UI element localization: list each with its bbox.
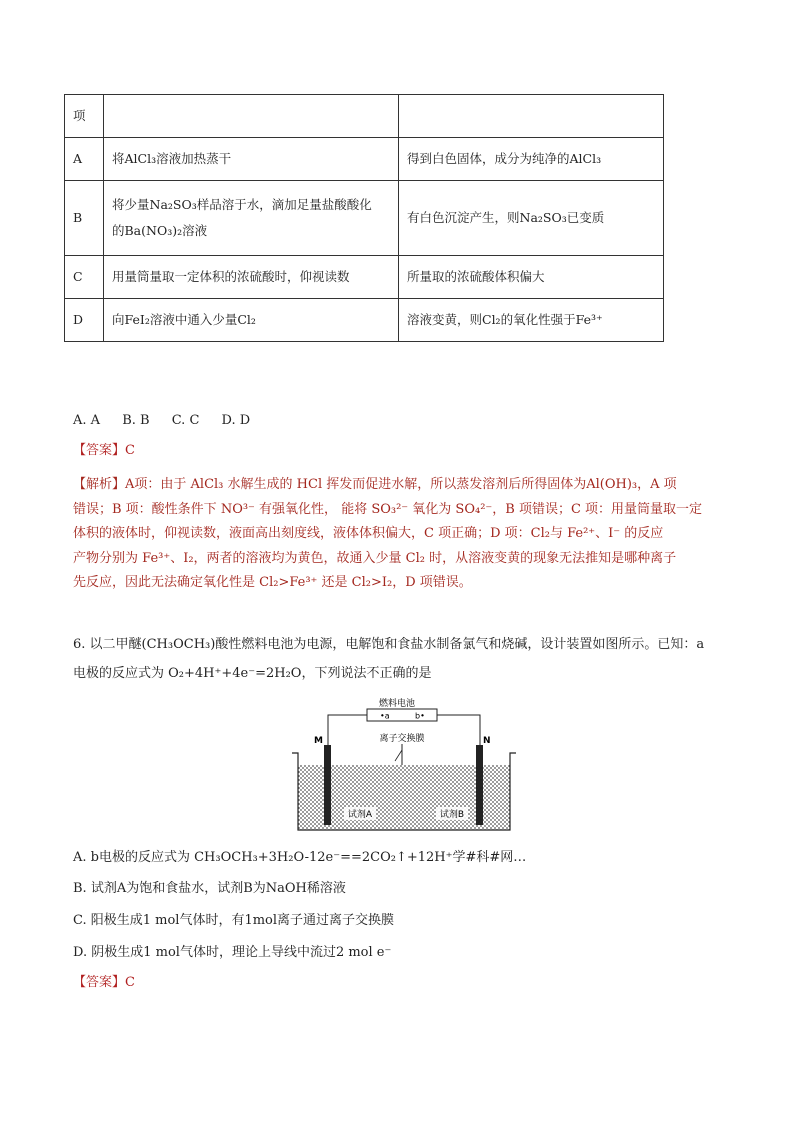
analysis-line xyxy=(73,473,723,498)
answer-value: C xyxy=(125,975,135,990)
terminal-a-label: a xyxy=(384,711,390,721)
battery-terminal-b: b• xyxy=(415,711,425,721)
analysis-text: A项：由于 AlCl₃ 水解生成的 HCl 挥发而促进水解，所以蒸发溶剂后所得固体为Al(OH)₃，A 项 xyxy=(125,477,677,492)
row-result: 得到白色固体，成分为纯净的AlCl₃ xyxy=(399,138,664,181)
electrode-n xyxy=(476,745,483,825)
q6-option-d[interactable]: D. 阴极生成1 mol气体时，理论上导线中流过2 mol e⁻ xyxy=(73,945,392,960)
row-result: 有白色沉淀产生，则Na₂SO₃已变质 xyxy=(399,181,664,256)
q6-option-a[interactable]: A. b电极的反应式为 CH₃OCH₃+3H₂O-12e⁻==2CO₂↑+12H⁺学#科#网… xyxy=(73,850,527,865)
q6-stem-line: 电极的反应式为 O₂+4H⁺+4e⁻=2H₂O，下列说法不正确的是 xyxy=(73,666,432,681)
analysis-line: 先反应，因此无法确定氧化性是 Cl₂>Fe³⁺ 还是 Cl₂>I₂，D 项错误。 xyxy=(73,575,472,591)
row-label: C xyxy=(65,256,104,299)
electrode-n-label: N xyxy=(483,736,491,746)
row-operation-line: 将少量Na₂SO₃样品溶于水，滴加足量盐酸酸化 xyxy=(112,197,372,212)
q6-option-b[interactable]: B. 试剂A为饱和食盐水，试剂B为NaOH稀溶液 xyxy=(73,881,346,896)
answer-value: C xyxy=(125,443,135,458)
terminal-b-label: b xyxy=(415,711,421,721)
electrode-m-label: M xyxy=(314,736,323,746)
row-operation: 向FeI₂溶液中通入少量Cl₂ xyxy=(104,299,399,342)
table-header-cell xyxy=(104,95,399,138)
analysis-line: 体积的液体时，仰视读数，液面高出刻度线，液体体积偏大，C 项正确；D 项：Cl₂与 Fe²⁺、I⁻ 的反应 xyxy=(73,526,664,542)
choice-b[interactable]: B. B xyxy=(122,413,150,428)
table-header-cell: 项 xyxy=(65,95,104,138)
row-result: 溶液变黄，则Cl₂的氧化性强于Fe³⁺ xyxy=(399,299,664,342)
q6-answer xyxy=(73,974,135,992)
choice-c[interactable]: C. C xyxy=(171,413,200,428)
q5-answer xyxy=(73,442,135,460)
table-row xyxy=(65,299,664,342)
wire-right xyxy=(437,715,480,759)
electrode-m xyxy=(324,745,331,825)
reagent-b-label: 试剂B xyxy=(439,810,465,820)
q6-option-c[interactable]: C. 阳极生成1 mol气体时，有1mol离子通过离子交换膜 xyxy=(73,913,395,928)
row-label: A xyxy=(65,138,104,181)
row-operation xyxy=(104,181,399,256)
q5-choices xyxy=(73,412,268,430)
row-operation: 用量筒量取一定体积的浓硫酸时，仰视读数 xyxy=(104,256,399,299)
q6-stem-line: 6. 以二甲醚(CH₃OCH₃)酸性燃料电池为电源，电解饱和食盐水制备氯气和烧碱，设计装置如图所示。已知：a xyxy=(73,637,705,652)
answer-label: 【答案】 xyxy=(73,443,126,458)
wire-left xyxy=(328,715,367,759)
table-row xyxy=(65,181,664,256)
table-header-row xyxy=(65,95,664,138)
options-table xyxy=(64,94,664,342)
membrane-pointer xyxy=(395,750,402,761)
analysis-line: 错误；B 项：酸性条件下 NO³⁻ 有强氧化性， 能将 SO₃²⁻ 氧化为 SO₄²⁻，B 项错误；C 项：用量筒量取一定 xyxy=(73,501,703,517)
analysis-label: 【解析】 xyxy=(73,477,126,492)
electrolysis-diagram xyxy=(290,695,520,840)
row-result: 所量取的浓硫酸体积偏大 xyxy=(399,256,664,299)
table-header-cell xyxy=(399,95,664,138)
choice-d[interactable]: D. D xyxy=(221,413,251,428)
answer-label: 【答案】 xyxy=(73,975,126,990)
row-operation: 将AlCl₃溶液加热蒸干 xyxy=(104,138,399,181)
battery-box xyxy=(367,709,437,721)
table-row xyxy=(65,256,664,299)
battery-label: 燃料电池 xyxy=(378,699,416,709)
membrane-label: 离子交换膜 xyxy=(379,734,425,744)
row-label: B xyxy=(65,181,104,256)
reagent-a-label: 试剂A xyxy=(347,810,373,820)
analysis-line: 产物分别为 Fe³⁺、I₂，两者的溶液均为黄色，故通入少量 Cl₂ 时，从溶液变黄的现象无法推知是哪种离子 xyxy=(73,550,677,566)
q5-analysis xyxy=(73,473,723,596)
battery-terminal-a: •a xyxy=(380,711,390,721)
choice-a[interactable]: A. A xyxy=(73,413,101,428)
row-label: D xyxy=(65,299,104,342)
table-row xyxy=(65,138,664,181)
row-operation-line: 的Ba(NO₃)₂溶液 xyxy=(112,223,208,238)
